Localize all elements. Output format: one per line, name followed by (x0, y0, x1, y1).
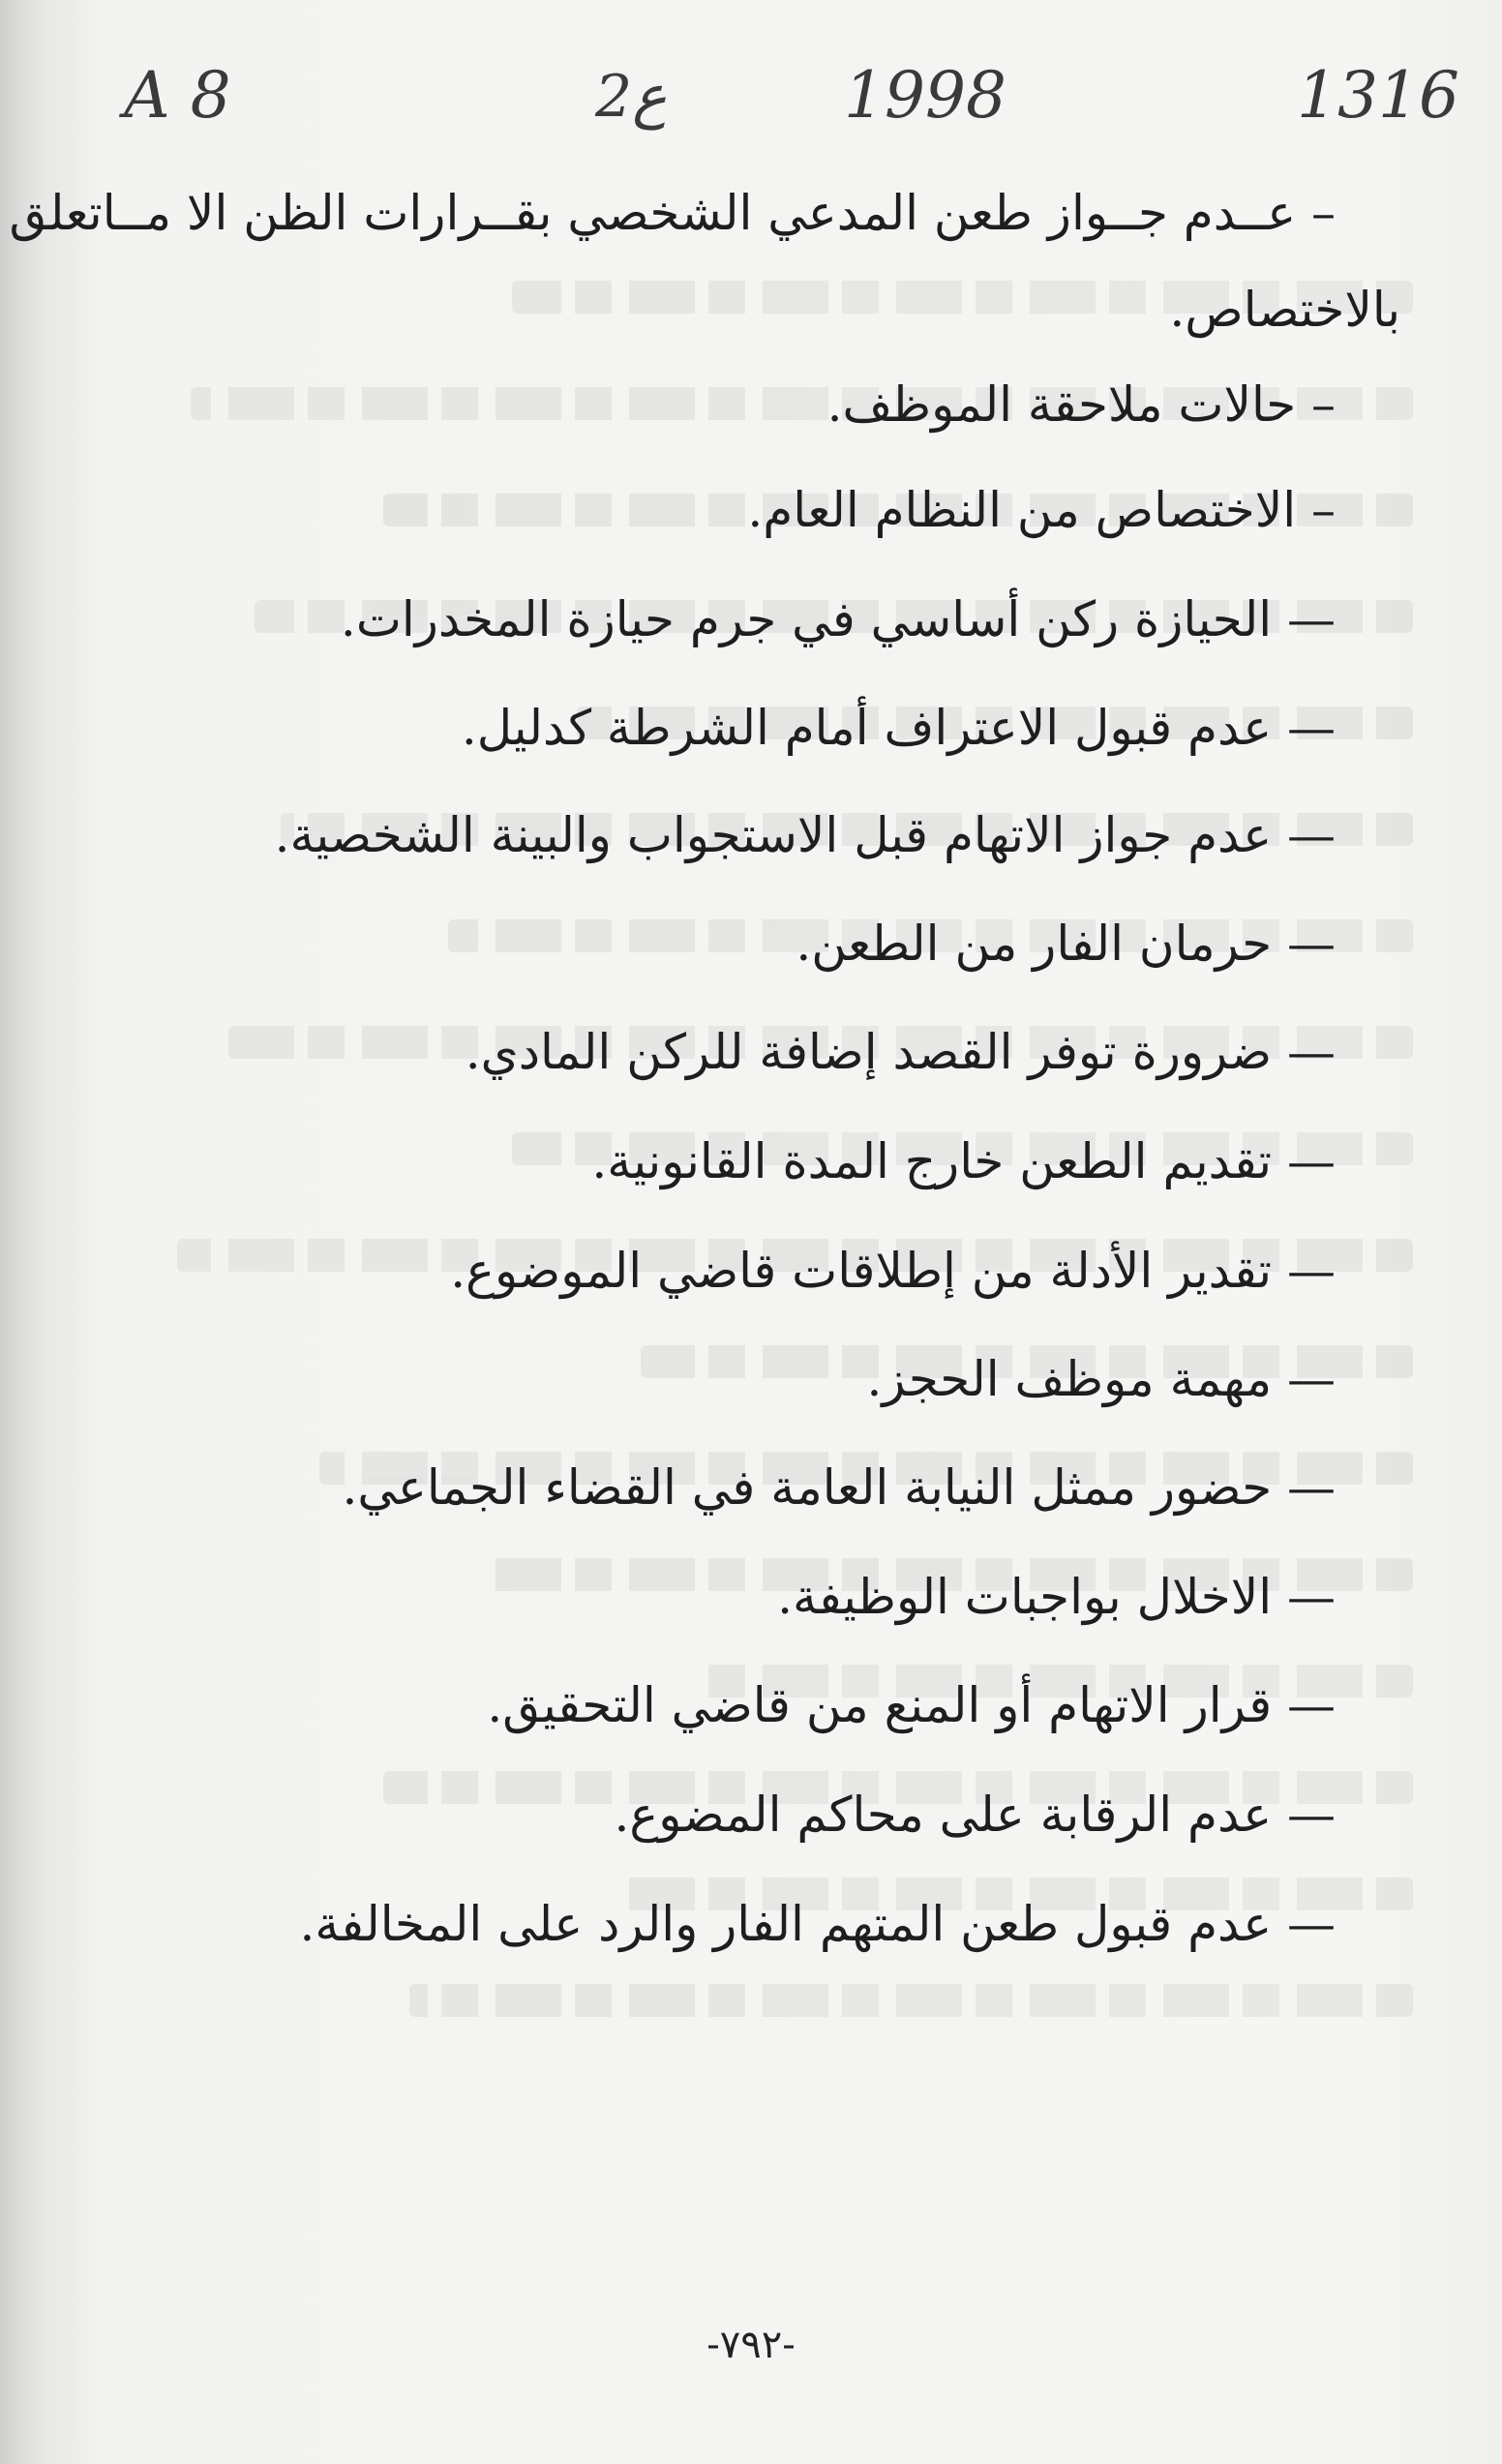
list-item: — الحيازة ركن أساسي في جرم حيازة المخدرات. (340, 591, 1336, 647)
list-item: — الاخلال بواجبات الوظيفة. (777, 1569, 1336, 1625)
list-item: – عــدم جــواز طعن المدعي الشخصي بقــرارات الظن الا مــاتعلق (9, 185, 1336, 241)
list-item: — عدم قبول طعن المتهم الفار والرد على المخالفة. (299, 1896, 1336, 1952)
handwritten-year: 1998 (844, 58, 1006, 133)
list-item: – الاختصاص من النظام العام. (747, 482, 1336, 538)
list-item: — حرمان الفار من الطعن. (796, 916, 1336, 972)
list-item: — تقدير الأدلة من إطلاقات قاضي الموضوع. (450, 1243, 1336, 1299)
list-item: — عدم الرقابة على محاكم المضوع. (614, 1787, 1336, 1843)
list-item: – حالات ملاحقة الموظف. (826, 376, 1336, 433)
handwritten-number-right: 1316 (1297, 58, 1459, 133)
list-item: — حضور ممثل النيابة العامة في القضاء الجماعي. (342, 1459, 1336, 1516)
list-item: — مهمة موظف الحجز. (866, 1351, 1336, 1407)
list-item: — تقديم الطعن خارج المدة القانونية. (591, 1133, 1336, 1189)
list-item: — قرار الاتهام أو المنع من قاضي التحقيق. (487, 1677, 1336, 1733)
page-number: -٧٩٢- (706, 2323, 796, 2367)
list-item-continuation: بالاختصاص. (1169, 282, 1400, 338)
list-item: — ضرورة توفر القصد إضافة للركن المادي. (465, 1024, 1336, 1080)
handwritten-note-left: A 8 (124, 58, 231, 133)
handwritten-note-middle: 2ع (595, 63, 667, 131)
list-item: — عدم جواز الاتهام قبل الاستجواب والبينة الشخصية. (274, 807, 1336, 863)
list-item: — عدم قبول الاعتراف أمام الشرطة كدليل. (461, 700, 1336, 756)
